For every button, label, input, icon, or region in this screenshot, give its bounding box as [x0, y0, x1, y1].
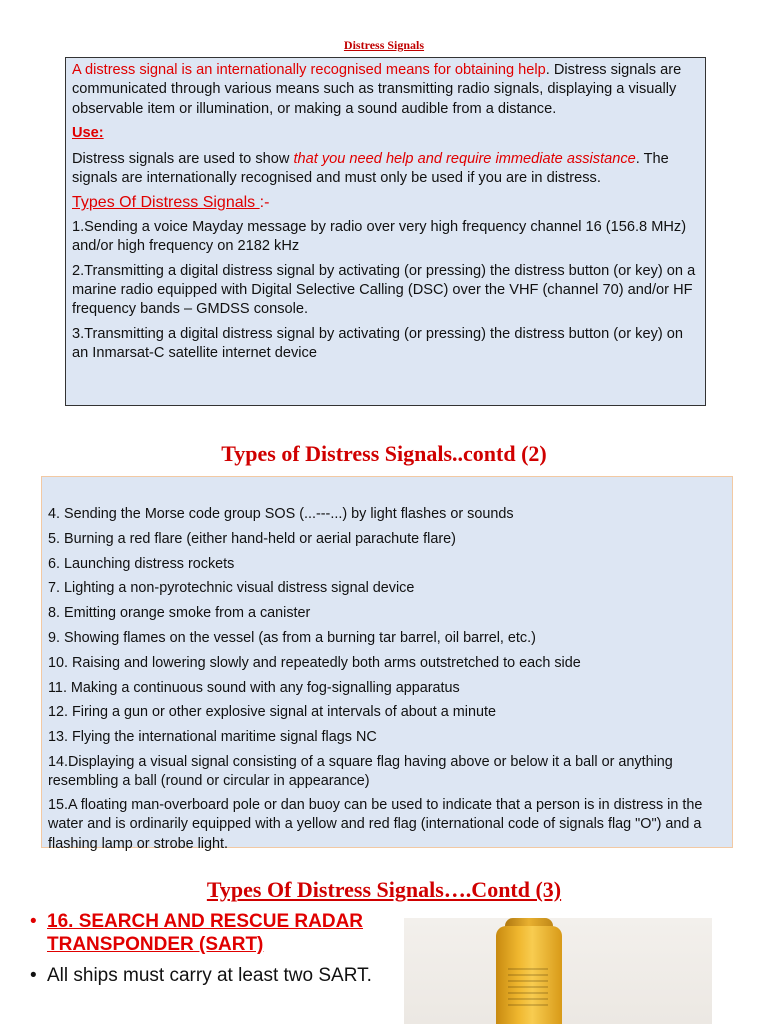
list-item: 11. Making a continuous sound with any fog-signalling apparatus: [48, 679, 460, 696]
list-item: 7. Lighting a non-pyrotechnic visual distress signal device: [48, 580, 415, 597]
definition-text: A distress signal is an internationally recognised means for obtaining help: [72, 62, 546, 78]
bullet-item-sart: [30, 910, 380, 956]
sart-photo: [404, 918, 712, 1024]
use-text-after: . The signals are internationally recognised and must only be used if you are in distress.: [72, 150, 669, 187]
list-item: 4. Sending the Morse code group SOS (...---...) by light flashes or sounds: [48, 506, 514, 522]
types-item-2: 2.Transmitting a digital distress signal by activating (or pressing) the distress button (or key) on a marine radio equipped with Digital Selective Calling (DSC) over the VHF (channel 70) and/or HF frequency bands – GMDSS console.: [72, 262, 696, 318]
list-item: 13. Flying the international maritime signal flags NC: [48, 729, 377, 746]
types-list-box: [41, 476, 733, 852]
types-item-3: 3.Transmitting a digital distress signal by activating (or pressing) the distress button (or key) on an Inmarsat-C satellite internet device: [72, 325, 684, 362]
intro-box: [65, 57, 706, 406]
list-item: 14.Displaying a visual signal consisting of a square flag having above or below it a ball or anything resembling a ball (round or circular in appearance): [48, 753, 673, 790]
list-item: 10. Raising and lowering slowly and repeatedly both arms outstretched to each side: [48, 654, 581, 671]
bullet-text: 16. SEARCH AND RESCUE RADAR TRANSPONDER (SART): [47, 911, 364, 955]
bullet-text: All ships must carry at least two SART.: [47, 965, 372, 986]
bullet-glyph: •: [30, 965, 37, 986]
bullet-list: [30, 910, 380, 995]
use-paragraph: [72, 150, 699, 189]
use-text-emph: that you need help and require immediate assistance: [293, 150, 636, 167]
section2-title: Types of Distress Signals..contd (2): [221, 441, 547, 466]
types-heading-text: Types Of Distress Signals: [72, 194, 260, 212]
types-item-1: 1.Sending a voice Mayday message by radio over very high frequency channel 16 (156.8 MHz) and/or high frequency on 2182 kHz: [72, 218, 687, 255]
bullet-glyph: •: [30, 911, 37, 932]
list-item: 15.A floating man-overboard pole or dan buoy can be used to indicate that a person is in distress in the water and is ordinarily equipped with a yellow and red flag (international code of signals flag "O") and a flashing lamp or strobe light.: [48, 796, 703, 852]
definition-rest: . Distress signals are communicated through various means such as transmitting radio signals, displaying a visually observable item or illumination, or making a sound audible from a distance.: [72, 62, 682, 117]
heading-small: Distress Signals: [343, 38, 425, 52]
list-item: 5. Burning a red flare (either hand-held or aerial parachute flare): [48, 530, 456, 547]
list-item: 12. Firing a gun or other explosive signal at intervals of about a minute: [48, 704, 496, 721]
use-text-before: Distress signals are used to show: [72, 150, 294, 167]
list-item: 9. Showing flames on the vessel (as from a burning tar barrel, oil barrel, etc.): [48, 629, 536, 646]
list-item: 8. Emitting orange smoke from a canister: [48, 605, 311, 622]
types-heading-suffix: :-: [259, 194, 270, 212]
bullet-item-carry: [30, 964, 380, 987]
section3-title: Types Of Distress Signals….Contd (3): [206, 877, 562, 902]
sart-label-shape: [508, 966, 548, 1006]
intro-paragraph: [72, 61, 699, 119]
types-heading: [72, 193, 699, 212]
list-item: 6. Launching distress rockets: [48, 555, 235, 572]
use-heading: Use:: [72, 125, 104, 142]
